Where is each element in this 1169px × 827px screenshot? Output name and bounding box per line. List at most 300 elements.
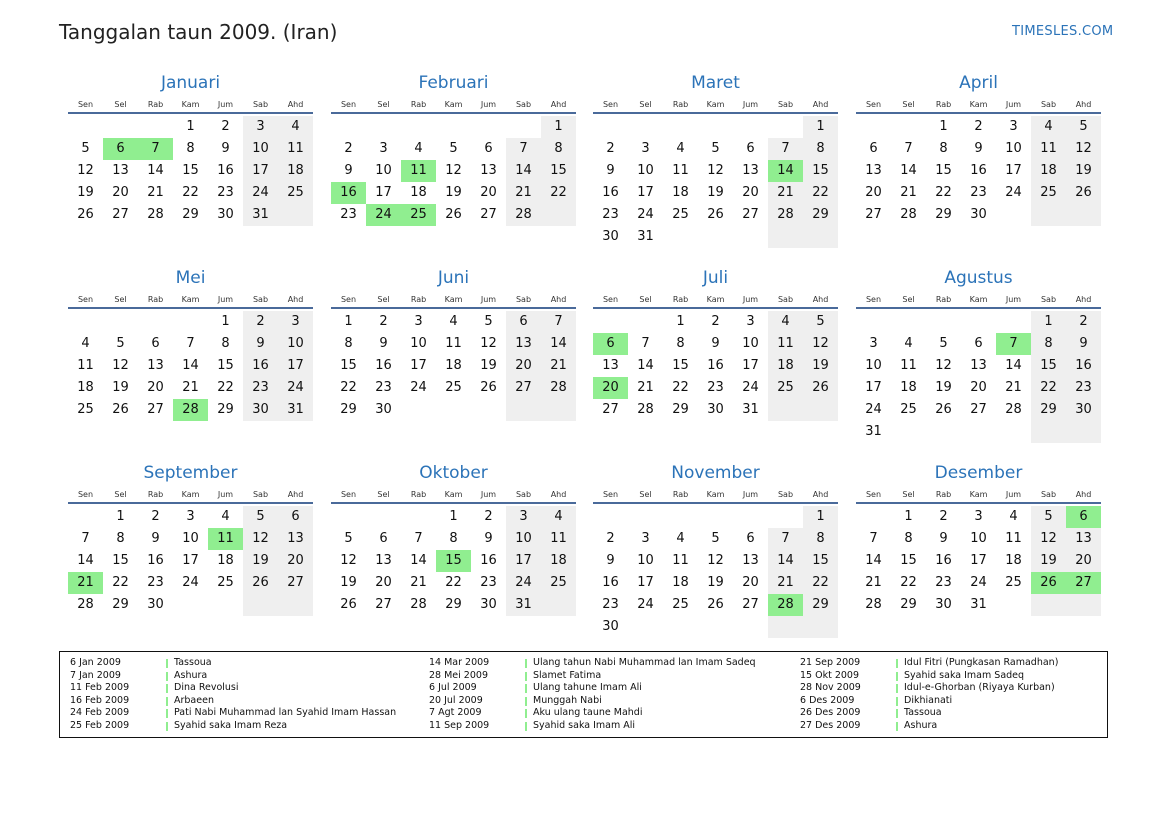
day-cell: 7 bbox=[414, 531, 423, 546]
legend-item bbox=[800, 682, 1058, 695]
day-cell: 8 bbox=[904, 531, 913, 546]
day-cell: 29 bbox=[112, 597, 129, 612]
empty-cell bbox=[698, 116, 733, 138]
empty-cell bbox=[68, 116, 103, 138]
month-desember bbox=[856, 465, 1101, 645]
day-cell: 6 bbox=[379, 531, 388, 546]
day-cell: 6 bbox=[506, 311, 541, 333]
empty-cell bbox=[593, 311, 628, 333]
day-cell: 23 bbox=[707, 380, 724, 395]
day-cell: 20 bbox=[865, 185, 882, 200]
day-cell: 28 bbox=[77, 597, 94, 612]
day-cell: 24 bbox=[278, 377, 313, 399]
day-cell: 20 bbox=[970, 380, 987, 395]
day-cell: 19 bbox=[803, 355, 838, 377]
day-cell: 1 bbox=[186, 119, 195, 134]
empty-cell bbox=[803, 616, 838, 638]
month-name: Juli bbox=[702, 268, 729, 288]
day-cell: 10 bbox=[1005, 141, 1022, 156]
day-cell: 21 bbox=[637, 380, 654, 395]
empty-cell bbox=[891, 421, 926, 443]
day-cell: 7 bbox=[541, 311, 576, 333]
day-cell: 29 bbox=[900, 597, 917, 612]
site-link[interactable]: TIMESLES.COM bbox=[1012, 24, 1114, 39]
weekday-label: Rab bbox=[410, 295, 427, 304]
weekday-label: Kam bbox=[444, 490, 463, 499]
day-cell: 26 bbox=[935, 402, 952, 417]
day-cell: 16 bbox=[970, 163, 987, 178]
day-cell: 28 bbox=[637, 402, 654, 417]
day-cell: 18 bbox=[672, 575, 689, 590]
day-grid bbox=[331, 506, 576, 616]
day-cell: 17 bbox=[182, 553, 199, 568]
holiday-date: 14 Mar 2009 bbox=[429, 657, 490, 668]
weekday-label: Rab bbox=[147, 490, 164, 499]
day-cell: 14 bbox=[768, 550, 803, 572]
weekday-label: Sen bbox=[865, 490, 882, 499]
day-grid bbox=[68, 116, 313, 226]
day-cell: 27 bbox=[742, 597, 759, 612]
month-mei bbox=[68, 270, 313, 450]
month-name: Mei bbox=[175, 268, 206, 288]
day-cell: 31 bbox=[865, 424, 882, 439]
weekday-label: Sen bbox=[865, 100, 882, 109]
day-cell: 9 bbox=[606, 553, 615, 568]
day-cell: 7 bbox=[768, 528, 803, 550]
day-cell: 19 bbox=[707, 185, 724, 200]
day-cell: 17 bbox=[1005, 163, 1022, 178]
day-cell: 3 bbox=[278, 311, 313, 333]
empty-cell bbox=[68, 311, 103, 333]
holiday-date: 20 Jul 2009 bbox=[429, 694, 483, 706]
empty-cell bbox=[768, 226, 803, 248]
day-cell: 9 bbox=[1066, 333, 1101, 355]
day-cell: 26 bbox=[112, 402, 129, 417]
day-cell: 18 bbox=[217, 553, 234, 568]
weekday-label: Rab bbox=[147, 295, 164, 304]
empty-cell bbox=[663, 226, 698, 248]
weekday-label: Ahd bbox=[287, 490, 304, 499]
weekday-label: Ahd bbox=[1075, 490, 1092, 499]
day-cell: 31 bbox=[506, 594, 541, 616]
holiday-name: Slamet Fatima bbox=[525, 670, 601, 683]
day-cell: 4 bbox=[676, 141, 685, 156]
month-januari bbox=[68, 75, 313, 255]
day-cell: 9 bbox=[379, 336, 388, 351]
legend-item bbox=[70, 657, 396, 670]
weekday-label: Ahd bbox=[812, 100, 829, 109]
day-cell: 11 bbox=[278, 138, 313, 160]
empty-cell bbox=[138, 311, 173, 333]
empty-cell bbox=[138, 116, 173, 138]
weekday-label: Jum bbox=[217, 295, 234, 304]
empty-cell bbox=[331, 506, 366, 528]
day-cell: 22 bbox=[1031, 377, 1066, 399]
day-cell: 22 bbox=[541, 182, 576, 204]
empty-cell bbox=[768, 616, 803, 638]
day-cell: 20 bbox=[506, 355, 541, 377]
day-cell: 16 bbox=[480, 553, 497, 568]
weekday-label: Sab bbox=[252, 100, 269, 109]
empty-cell bbox=[856, 116, 891, 138]
day-cell: 27 bbox=[1066, 572, 1101, 594]
day-cell: 22 bbox=[935, 185, 952, 200]
day-cell: 14 bbox=[900, 163, 917, 178]
weekday-label: Jum bbox=[480, 295, 497, 304]
month-name: November bbox=[671, 463, 760, 483]
holiday-name: Dikhianati bbox=[896, 695, 952, 708]
day-cell: 23 bbox=[1066, 377, 1101, 399]
day-cell: 27 bbox=[865, 207, 882, 222]
month-name: Oktober bbox=[419, 463, 488, 483]
holiday-name: Syahid saka Imam Sadeq bbox=[896, 670, 1024, 683]
day-cell: 26 bbox=[77, 207, 94, 222]
weekday-header bbox=[68, 295, 313, 304]
day-cell: 27 bbox=[112, 207, 129, 222]
day-cell: 28 bbox=[1005, 402, 1022, 417]
legend-item bbox=[429, 657, 756, 670]
weekday-label: Sel bbox=[377, 490, 390, 499]
day-cell: 2 bbox=[221, 119, 230, 134]
empty-cell bbox=[1066, 594, 1101, 616]
weekday-label: Sen bbox=[602, 490, 619, 499]
day-cell: 1 bbox=[449, 509, 458, 524]
day-cell: 25 bbox=[768, 377, 803, 399]
day-cell: 30 bbox=[602, 619, 619, 634]
empty-cell bbox=[628, 311, 663, 333]
weekday-label: Kam bbox=[444, 295, 463, 304]
day-cell: 7 bbox=[996, 333, 1031, 355]
day-grid bbox=[856, 506, 1101, 616]
day-cell: 26 bbox=[1066, 182, 1101, 204]
day-cell: 11 bbox=[768, 333, 803, 355]
empty-cell bbox=[768, 116, 803, 138]
empty-cell bbox=[891, 311, 926, 333]
empty-cell bbox=[926, 421, 961, 443]
day-cell: 29 bbox=[182, 207, 199, 222]
header-divider bbox=[331, 112, 576, 114]
empty-cell bbox=[103, 116, 138, 138]
holiday-name: Syahid saka Imam Reza bbox=[166, 720, 287, 733]
weekday-label: Sen bbox=[77, 100, 94, 109]
day-cell: 23 bbox=[243, 377, 278, 399]
empty-cell bbox=[103, 311, 138, 333]
empty-cell bbox=[856, 311, 891, 333]
day-cell: 8 bbox=[221, 336, 230, 351]
legend-item bbox=[70, 707, 396, 720]
day-cell: 12 bbox=[77, 163, 94, 178]
day-cell: 9 bbox=[243, 333, 278, 355]
day-cell: 8 bbox=[939, 141, 948, 156]
weekday-label: Rab bbox=[672, 100, 689, 109]
day-cell: 3 bbox=[379, 141, 388, 156]
header-divider bbox=[331, 307, 576, 309]
weekday-label: Sen bbox=[340, 490, 357, 499]
month-oktober bbox=[331, 465, 576, 645]
month-maret bbox=[593, 75, 838, 255]
weekday-label: Sab bbox=[777, 295, 794, 304]
holiday-name: Dina Revolusi bbox=[166, 682, 239, 695]
day-cell: 3 bbox=[641, 531, 650, 546]
day-cell: 14 bbox=[637, 358, 654, 373]
day-cell: 18 bbox=[278, 160, 313, 182]
day-cell: 13 bbox=[112, 163, 129, 178]
day-cell: 13 bbox=[602, 358, 619, 373]
day-cell: 21 bbox=[506, 182, 541, 204]
day-cell: 3 bbox=[746, 314, 755, 329]
holiday-name: Idul-e-Ghorban (Riyaya Kurban) bbox=[896, 682, 1055, 695]
day-cell: 7 bbox=[768, 138, 803, 160]
day-cell: 24 bbox=[1005, 185, 1022, 200]
holiday-name: Syahid saka Imam Ali bbox=[525, 720, 635, 733]
day-cell: 6 bbox=[593, 333, 628, 355]
weekday-label: Sen bbox=[77, 295, 94, 304]
header-divider bbox=[856, 502, 1101, 504]
day-cell: 19 bbox=[243, 550, 278, 572]
day-cell: 15 bbox=[1031, 355, 1066, 377]
weekday-label: Jum bbox=[742, 490, 759, 499]
day-cell: 12 bbox=[803, 333, 838, 355]
weekday-header bbox=[331, 490, 576, 499]
day-cell: 16 bbox=[1066, 355, 1101, 377]
day-cell: 21 bbox=[182, 380, 199, 395]
month-name: Desember bbox=[934, 463, 1023, 483]
day-grid bbox=[331, 116, 576, 226]
weekday-label: Ahd bbox=[550, 100, 567, 109]
day-cell: 11 bbox=[541, 528, 576, 550]
day-cell: 25 bbox=[541, 572, 576, 594]
day-cell: 7 bbox=[506, 138, 541, 160]
day-cell: 4 bbox=[449, 314, 458, 329]
day-cell: 29 bbox=[672, 402, 689, 417]
weekday-label: Jum bbox=[1005, 295, 1022, 304]
month-april bbox=[856, 75, 1101, 255]
empty-cell bbox=[803, 226, 838, 248]
day-cell: 16 bbox=[331, 182, 366, 204]
holiday-date: 7 Agt 2009 bbox=[429, 707, 482, 719]
month-name: Juni bbox=[437, 268, 470, 288]
day-cell: 24 bbox=[970, 575, 987, 590]
month-name: Agustus bbox=[944, 268, 1013, 288]
header-divider bbox=[856, 112, 1101, 114]
weekday-label: Sen bbox=[602, 100, 619, 109]
legend-column bbox=[800, 657, 1058, 733]
day-cell: 8 bbox=[803, 528, 838, 550]
empty-cell bbox=[331, 116, 366, 138]
day-cell: 13 bbox=[480, 163, 497, 178]
day-cell: 13 bbox=[278, 528, 313, 550]
weekday-label: Kam bbox=[706, 295, 725, 304]
day-cell: 5 bbox=[116, 336, 125, 351]
weekday-label: Rab bbox=[672, 295, 689, 304]
day-cell: 17 bbox=[506, 550, 541, 572]
day-cell: 12 bbox=[707, 553, 724, 568]
day-cell: 6 bbox=[1066, 506, 1101, 528]
weekday-label: Rab bbox=[410, 490, 427, 499]
day-cell: 20 bbox=[147, 380, 164, 395]
day-cell: 8 bbox=[676, 336, 685, 351]
day-cell: 9 bbox=[711, 336, 720, 351]
day-cell: 22 bbox=[112, 575, 129, 590]
day-cell: 12 bbox=[112, 358, 129, 373]
empty-cell bbox=[366, 116, 401, 138]
day-cell: 28 bbox=[865, 597, 882, 612]
day-cell: 2 bbox=[1066, 311, 1101, 333]
day-cell: 10 bbox=[742, 336, 759, 351]
day-cell: 11 bbox=[77, 358, 94, 373]
day-cell: 2 bbox=[484, 509, 493, 524]
day-cell: 10 bbox=[410, 336, 427, 351]
day-cell: 18 bbox=[768, 355, 803, 377]
legend-column bbox=[429, 657, 756, 733]
day-cell: 9 bbox=[221, 141, 230, 156]
day-cell: 22 bbox=[445, 575, 462, 590]
empty-cell bbox=[1066, 421, 1101, 443]
empty-cell bbox=[996, 594, 1031, 616]
day-cell: 9 bbox=[606, 163, 615, 178]
empty-cell bbox=[803, 399, 838, 421]
empty-cell bbox=[68, 506, 103, 528]
day-cell: 18 bbox=[672, 185, 689, 200]
day-cell: 3 bbox=[506, 506, 541, 528]
day-grid bbox=[593, 311, 838, 421]
day-cell: 3 bbox=[186, 509, 195, 524]
day-cell: 30 bbox=[707, 402, 724, 417]
weekday-label: Sab bbox=[252, 295, 269, 304]
day-cell: 19 bbox=[77, 185, 94, 200]
month-name: Maret bbox=[691, 73, 740, 93]
weekday-label: Sel bbox=[639, 295, 652, 304]
day-cell: 18 bbox=[410, 185, 427, 200]
day-cell: 27 bbox=[602, 402, 619, 417]
day-cell: 22 bbox=[803, 572, 838, 594]
day-cell: 28 bbox=[768, 594, 803, 616]
holiday-date: 26 Des 2009 bbox=[800, 707, 861, 719]
day-cell: 17 bbox=[865, 380, 882, 395]
month-februari bbox=[331, 75, 576, 255]
weekday-label: Kam bbox=[969, 490, 988, 499]
day-cell: 13 bbox=[147, 358, 164, 373]
day-cell: 29 bbox=[803, 594, 838, 616]
day-cell: 2 bbox=[606, 531, 615, 546]
day-cell: 15 bbox=[340, 358, 357, 373]
day-cell: 30 bbox=[375, 402, 392, 417]
day-cell: 5 bbox=[81, 141, 90, 156]
day-cell: 25 bbox=[672, 207, 689, 222]
weekday-label: Sab bbox=[252, 490, 269, 499]
day-grid bbox=[856, 116, 1101, 226]
day-cell: 5 bbox=[711, 531, 720, 546]
day-cell: 26 bbox=[1031, 572, 1066, 594]
day-cell: 28 bbox=[900, 207, 917, 222]
month-november bbox=[593, 465, 838, 645]
day-cell: 4 bbox=[904, 336, 913, 351]
holiday-name: Ashura bbox=[166, 670, 207, 683]
empty-cell bbox=[436, 116, 471, 138]
day-cell: 23 bbox=[217, 185, 234, 200]
weekday-label: Sab bbox=[515, 100, 532, 109]
weekday-label: Jum bbox=[480, 490, 497, 499]
day-cell: 12 bbox=[1031, 528, 1066, 550]
day-cell: 25 bbox=[900, 402, 917, 417]
day-cell: 3 bbox=[869, 336, 878, 351]
day-cell: 2 bbox=[344, 141, 353, 156]
day-cell: 7 bbox=[641, 336, 650, 351]
empty-cell bbox=[996, 204, 1031, 226]
day-cell: 11 bbox=[445, 336, 462, 351]
day-cell: 23 bbox=[970, 185, 987, 200]
weekday-label: Ahd bbox=[812, 490, 829, 499]
legend-item bbox=[70, 682, 396, 695]
weekday-label: Sel bbox=[902, 100, 915, 109]
day-cell: 2 bbox=[974, 119, 983, 134]
day-cell: 15 bbox=[900, 553, 917, 568]
day-cell: 7 bbox=[869, 531, 878, 546]
day-cell: 5 bbox=[484, 314, 493, 329]
day-cell: 10 bbox=[375, 163, 392, 178]
day-cell: 20 bbox=[593, 377, 628, 399]
header-divider bbox=[856, 307, 1101, 309]
day-cell: 15 bbox=[112, 553, 129, 568]
weekday-label: Kam bbox=[444, 100, 463, 109]
day-grid bbox=[68, 506, 313, 616]
day-grid bbox=[856, 311, 1101, 443]
day-cell: 1 bbox=[939, 119, 948, 134]
holiday-date: 11 Feb 2009 bbox=[70, 682, 130, 694]
day-grid bbox=[593, 506, 838, 638]
day-cell: 24 bbox=[410, 380, 427, 395]
day-cell: 22 bbox=[672, 380, 689, 395]
day-cell: 12 bbox=[1066, 138, 1101, 160]
weekday-label: Jum bbox=[217, 100, 234, 109]
day-cell: 18 bbox=[1005, 553, 1022, 568]
weekday-label: Sen bbox=[340, 295, 357, 304]
holiday-date: 28 Mei 2009 bbox=[429, 669, 488, 681]
day-cell: 25 bbox=[445, 380, 462, 395]
holiday-name: Ulang tahune Imam Ali bbox=[525, 682, 642, 695]
weekday-label: Sab bbox=[777, 100, 794, 109]
day-cell: 31 bbox=[243, 204, 278, 226]
day-cell: 21 bbox=[865, 575, 882, 590]
day-cell: 2 bbox=[151, 509, 160, 524]
day-cell: 21 bbox=[900, 185, 917, 200]
day-cell: 11 bbox=[1005, 531, 1022, 546]
day-cell: 14 bbox=[865, 553, 882, 568]
weekday-label: Kam bbox=[706, 490, 725, 499]
day-cell: 30 bbox=[970, 207, 987, 222]
header-divider bbox=[593, 502, 838, 504]
day-cell: 19 bbox=[1066, 160, 1101, 182]
weekday-label: Sen bbox=[602, 295, 619, 304]
day-cell: 4 bbox=[541, 506, 576, 528]
day-cell: 1 bbox=[803, 116, 838, 138]
day-cell: 1 bbox=[803, 506, 838, 528]
holiday-legend bbox=[59, 651, 1108, 738]
header-divider bbox=[331, 502, 576, 504]
day-cell: 12 bbox=[340, 553, 357, 568]
header-divider bbox=[68, 307, 313, 309]
holiday-date: 6 Jul 2009 bbox=[429, 682, 477, 694]
day-cell: 9 bbox=[484, 531, 493, 546]
weekday-header bbox=[593, 295, 838, 304]
day-cell: 5 bbox=[243, 506, 278, 528]
day-cell: 21 bbox=[68, 572, 103, 594]
legend-item bbox=[70, 670, 396, 683]
day-cell: 12 bbox=[243, 528, 278, 550]
day-cell: 16 bbox=[217, 163, 234, 178]
weekday-header bbox=[331, 295, 576, 304]
weekday-label: Sab bbox=[1040, 490, 1057, 499]
